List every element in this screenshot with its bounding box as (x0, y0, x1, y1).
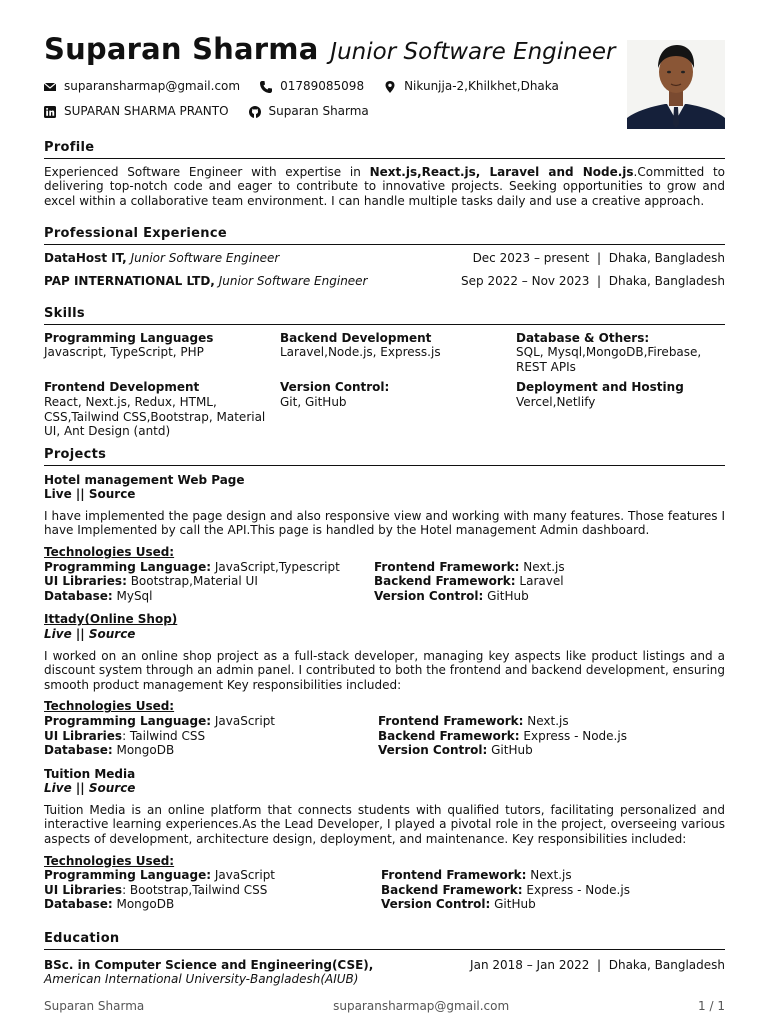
job-role: Junior Software Engineer (218, 273, 368, 288)
skill-group (280, 380, 516, 438)
tech-value: GitHub (487, 743, 533, 758)
skill-values: Javascript, TypeScript, PHP (44, 345, 204, 360)
linkedin-icon (44, 106, 56, 118)
tech-grid (44, 714, 725, 758)
profile-photo (627, 40, 725, 129)
separator: | (597, 250, 602, 265)
tech-value: Bootstrap,Material UI (126, 574, 258, 589)
tech-grid (44, 560, 725, 604)
project-title: Tuition Media (44, 766, 136, 781)
tech-value: JavaScript,Typescript (211, 559, 340, 574)
tech-value: Express - Node.js (522, 882, 630, 897)
footer-name: Suparan Sharma (44, 999, 145, 1013)
skill-values: Git, GitHub (280, 394, 347, 409)
skill-heading: Database & Others: (516, 330, 650, 345)
tech-label: Backend Framework: (374, 574, 516, 589)
skill-group (516, 331, 725, 375)
tech-label: Programming Language: (44, 713, 212, 728)
project-title[interactable]: Ittady(Online Shop) (44, 612, 178, 627)
skill-group (44, 331, 280, 375)
project-links[interactable]: Live || Source (44, 781, 136, 796)
page-footer (44, 999, 725, 1014)
phone-text: 01789085098 (280, 79, 365, 94)
profile-text-post: .Committed to delivering top-notch code and eager to contribute to innovative projects. Seeking opportunities to grow and excel within a collaborative team environment. I can handle multiple tasks daily and use a creative approach. (44, 164, 725, 208)
job-location: Dhaka, Bangladesh (608, 250, 725, 265)
project-title: Hotel management Web Page (44, 472, 245, 487)
education-heading: Education (44, 932, 725, 950)
skill-values: Vercel,Netlify (516, 394, 596, 409)
phone-contact[interactable] (260, 78, 364, 96)
location-contact (384, 78, 559, 96)
project-description: I have implemented the page design and also responsive view and working with many features. Those features I have Implemented by call the API.This page is handled by the Hotel management Admin dashboard. (44, 508, 725, 538)
project-description: Tuition Media is an online platform that connects students with qualified tutors, facilitating personalized and interactive learning experiences.As the Lead Developer, I played a pivotal role in the project, overseeing various aspects of development, architecture design, deployment, and maintenance. Key responsibilities included: (44, 802, 725, 847)
projects-heading: Projects (44, 448, 725, 466)
job-dates: Dec 2023 – present (472, 250, 590, 265)
skill-values: React, Next.js, Redux, HTML, CSS,Tailwind CSS,Bootstrap, Material UI, Ant Design (antd) (44, 394, 266, 439)
separator: | (597, 957, 602, 972)
github-contact[interactable] (249, 103, 369, 121)
tech-label: Backend Framework: (378, 728, 520, 743)
github-text: Suparan Sharma (268, 104, 369, 119)
project-links[interactable]: Live || Source (44, 626, 136, 641)
education-location: Dhaka, Bangladesh (608, 957, 725, 972)
experience-section (44, 227, 725, 297)
profile-section (44, 141, 725, 208)
tech-value: GitHub (483, 588, 529, 603)
tech-label: UI Libraries: (44, 574, 127, 589)
skill-values: SQL, Mysql,MongoDB,Firebase, REST APIs (516, 345, 702, 374)
tech-label: Backend Framework: (381, 882, 523, 897)
skill-group (280, 331, 516, 375)
phone-icon (260, 81, 272, 93)
tech-label: UI Libraries (44, 728, 123, 743)
email-text: suparansharmap@gmail.com (64, 79, 241, 94)
profile-text-pre: Experienced Software Engineer with expertise in (44, 164, 370, 179)
project-3 (44, 767, 725, 912)
tech-label: Programming Language: (44, 868, 212, 883)
project-description: I worked on an online shop project as a full-stack developer, managing key aspects like product listings and a discount system through an admin panel. I contributed to both the frontend and backend development, ensuring smooth product management Key responsibilities included: (44, 648, 725, 692)
tech-value: Laravel (515, 574, 564, 589)
envelope-icon (44, 81, 56, 93)
skill-heading: Deployment and Hosting (516, 380, 684, 395)
tech-value: MongoDB (112, 743, 175, 758)
tech-label: Version Control: (381, 897, 491, 912)
separator: | (597, 273, 602, 288)
location-text: Nikunjja-2,Khilkhet,Dhaka (404, 79, 559, 94)
candidate-title: Junior Software Engineer (330, 39, 616, 65)
tech-value: GitHub (490, 897, 536, 912)
resume-page (44, 0, 725, 1024)
tech-heading: Technologies Used: (44, 544, 175, 559)
company-name: PAP INTERNATIONAL LTD, (44, 273, 215, 288)
tech-label: Database: (44, 588, 113, 603)
project-links[interactable]: Live || Source (44, 487, 136, 502)
degree: BSc. in Computer Science and Engineering(CSE), (44, 957, 374, 972)
contact-info (44, 74, 624, 124)
tech-label: UI Libraries (44, 882, 123, 897)
footer-email: suparansharmap@gmail.com (333, 999, 510, 1013)
candidate-name: Suparan Sharma (44, 32, 319, 66)
profile-heading: Profile (44, 141, 725, 159)
tech-heading: Technologies Used: (44, 699, 175, 714)
job-location: Dhaka, Bangladesh (608, 273, 725, 288)
tech-label: Frontend Framework: (378, 713, 524, 728)
github-icon (249, 106, 261, 118)
skills-grid (44, 331, 725, 439)
skill-group (44, 380, 280, 438)
project-1 (44, 473, 725, 604)
job-dates: Sep 2022 – Nov 2023 (461, 273, 590, 288)
tech-label: Version Control: (374, 588, 484, 603)
experience-heading: Professional Experience (44, 227, 725, 245)
project-2 (44, 612, 725, 757)
tech-value: MongoDB (112, 897, 175, 912)
education-section (44, 932, 725, 987)
avatar (627, 40, 725, 129)
projects-section (44, 448, 725, 912)
header (44, 30, 624, 71)
skill-heading: Frontend Development (44, 380, 200, 395)
tech-label: Frontend Framework: (374, 559, 520, 574)
page-number: 1 / 1 (698, 999, 725, 1013)
tech-value: MySql (112, 588, 153, 603)
profile-text-bold: Next.js,React.js, Laravel and Node.js (369, 164, 634, 179)
tech-value: JavaScript (211, 868, 276, 883)
experience-item (44, 251, 725, 274)
tech-grid (44, 868, 725, 912)
profile-text (44, 165, 725, 209)
company-name: DataHost IT, (44, 250, 127, 265)
education-item (44, 958, 725, 987)
tech-value: Express - Node.js (519, 728, 627, 743)
skill-heading: Programming Languages (44, 330, 214, 345)
job-role: Junior Software Engineer (130, 250, 280, 265)
skills-heading: Skills (44, 307, 725, 325)
skills-section (44, 307, 725, 439)
tech-value: Next.js (519, 559, 565, 574)
tech-value: : Bootstrap,Tailwind CSS (122, 882, 268, 897)
email-contact[interactable] (44, 78, 240, 96)
tech-label: Version Control: (378, 743, 488, 758)
skill-group (516, 380, 725, 438)
linkedin-text: SUPARAN SHARMA PRANTO (64, 104, 229, 119)
tech-heading: Technologies Used: (44, 853, 175, 868)
tech-value: : Tailwind CSS (122, 728, 206, 743)
tech-label: Database: (44, 897, 113, 912)
tech-label: Database: (44, 743, 113, 758)
experience-item (44, 274, 725, 297)
education-dates: Jan 2018 – Jan 2022 (470, 957, 590, 972)
school: American International University-Bangladesh(AIUB) (44, 972, 359, 987)
tech-label: Frontend Framework: (381, 868, 527, 883)
linkedin-contact[interactable] (44, 103, 229, 121)
tech-label: Programming Language: (44, 559, 212, 574)
tech-value: JavaScript (211, 713, 276, 728)
tech-value: Next.js (526, 868, 572, 883)
skill-values: Laravel,Node.js, Express.js (280, 345, 441, 360)
skill-heading: Backend Development (280, 330, 432, 345)
tech-value: Next.js (523, 713, 569, 728)
map-pin-icon (384, 81, 396, 93)
skill-heading: Version Control: (280, 380, 390, 395)
